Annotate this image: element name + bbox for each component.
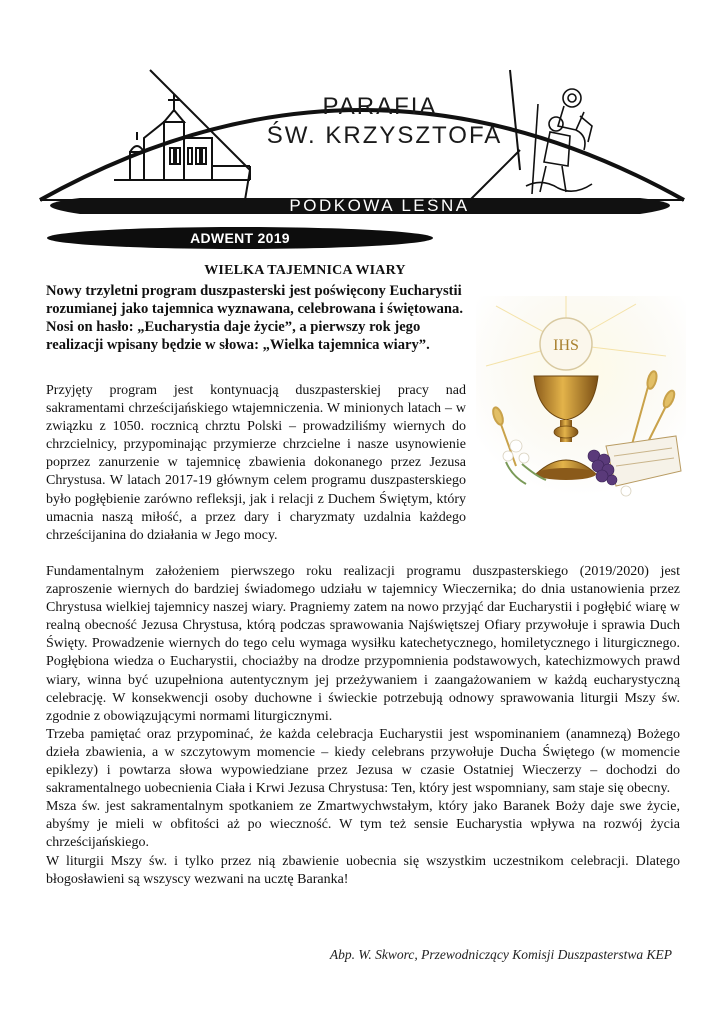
saint-christopher-icon (522, 86, 602, 198)
advent-banner: ADWENT 2019 (47, 227, 433, 249)
town-name: PODKOWA LEŚNA (289, 196, 470, 215)
lead-text: Nowy trzyletni program duszpasterski jest poświęcony Eucharystii rozumianej jako tajemnica wyznawana, celebrowana i świętowana. Nosi on hasło: „Eucharystia daje życie”, a pierwszy rok jego realizacji wpisany będzie w słowa: „Wielka tajemnica wiary”. (46, 283, 463, 353)
article-lead (46, 282, 466, 354)
article-body (46, 563, 680, 889)
article-intro (46, 382, 466, 545)
host-monogram: IHS (553, 337, 579, 354)
parish-title-line2: ŚW. KRZYSZTOFA (266, 122, 503, 149)
parish-header (0, 0, 724, 260)
body-paragraph-2: Trzeba pamiętać oraz przypominać, że każda celebracja Eucharystii jest wspominaniem (anamnezą) Bożego dzieła zbawienia, a w szczytowym momencie – kiedy celebrans przywołuje Ducha Świętego (w momencie epiklezy) i powtarza słowa wypowiedziane przez Jezusa w czasie Ostatniej Wieczerzy – dochodzi do sakramentalnego uobecnienia Ciała i Krwi Jezusa Chrystusa: Ten, który jest wspomniany, sam staje się obecny. (46, 726, 680, 797)
body-paragraph-3: Msza św. jest sakramentalnym spotkaniem ze Zmartwychwstałym, który jako Baranek Boży daje swe życie, abyśmy je mieli w obfitości aż po wieczność. W tym też sensie Eucharystia wpływa na rozwój życia chrześcijańskiego. (46, 799, 680, 851)
body-paragraph-4: W liturgii Mszy św. i tylko przez nią zbawienie uobecnia się wszystkim uczestnikom celebracji. Dlatego błogosławieni są wszyscy wezwani na ucztę Baranka! (46, 853, 680, 887)
article-title: WIELKA TAJEMNICA WIARY (204, 263, 406, 278)
eucharist-chalice-illustration (476, 296, 686, 506)
church-icon (112, 92, 252, 184)
parish-title-line1: PARAFIA (322, 93, 438, 120)
signature: Abp. W. Skworc, Przewodniczący Komisji Duszpasterstwa KEP (329, 947, 672, 962)
intro-text: Przyjęty program jest kontynuacją duszpasterskiej pracy nad sakramentami chrześcijańskiego wtajemniczenia. W minionych latach – w związku z 1050. rocznicą chrztu Polski – prowadziliśmy wiernych do chrzcielnicy, przypominając przymierze chrzcielne i nasze usynowienie poprzez zanurzenie w tajemnicę zbawienia dokonanego przez Jezusa Chrystusa. W latach 2017-19 głównym celem programu duszpasterskiego było pogłębienie zarówno refleksji, jak i relacji z Duchem Świętym, który umacnia naszą miłość, a przez dary i charyzmaty uzdalnia każdego chrześcijanina do działania w Jego mocy. (46, 383, 466, 543)
body-paragraph-1: Fundamentalnym założeniem pierwszego roku realizacji programu duszpasterskiego (2019/2020) jest zaproszenie wiernych do bardziej świadomego udziału w tajemnicy Wieczernika; do dnia ustanowienia przez Chrystusa wielkiej tajemnicy naszej wiary. Pragniemy zatem na nowo przyjąć dar Eucharystii i pogłębić wiarę w realną obecność Jezusa Chrystusa, którą podczas sprawowania Najświętszej Ofiary przywołuje i sprawia Duch Święty. Prowadzenie wiernych do tego celu wymaga wysiłku katechetycznego, homiletycznego i liturgicznego. Pogłębiona wiedza o Eucharystii, chociażby na drodze przypomnienia podstawowych, katechizmowych prawd wiary, winna być uzupełniona autentycznym jej przeżywaniem i zaangażowaniem w każdą eucharystyczną celebrację. W konsekwencji osoby duchowne i świeckie potrzebują odnowy sprawowania liturgii Mszy św. zgodnie z obowiązującymi normami liturgicznymi. (46, 564, 680, 724)
